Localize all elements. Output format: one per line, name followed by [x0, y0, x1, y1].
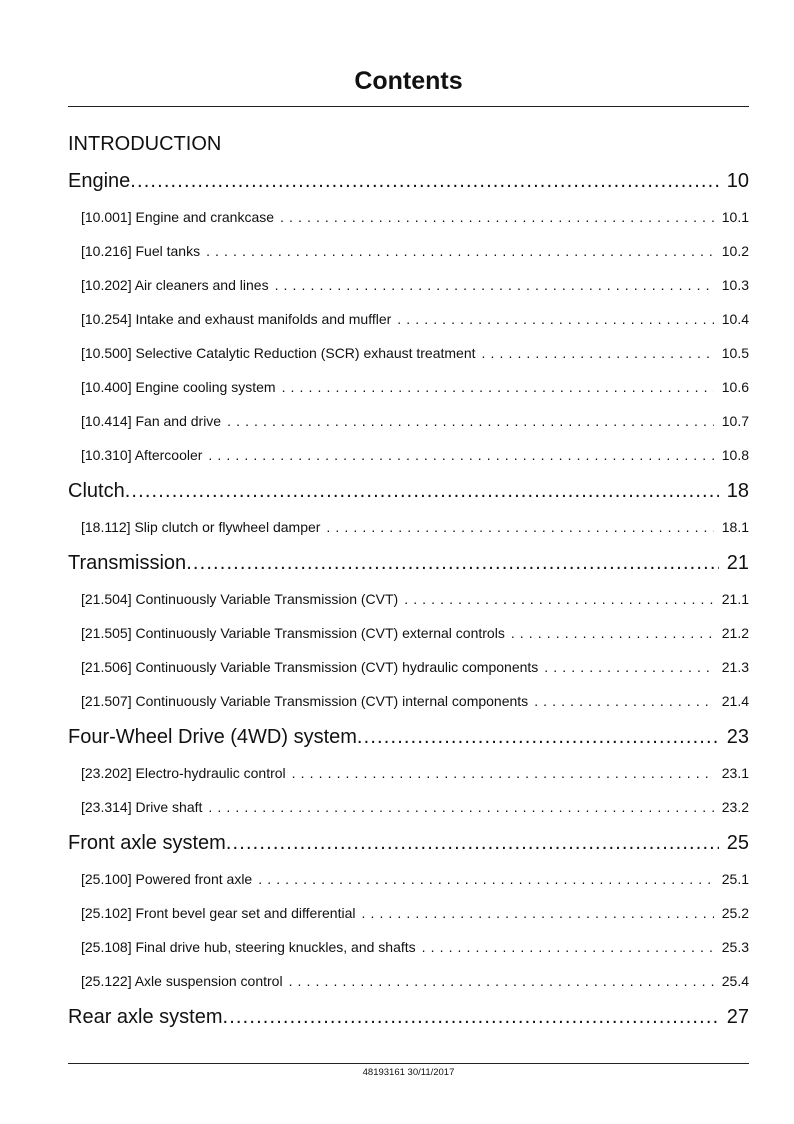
toc-section-label: [21.506] Continuously Variable Transmission (CVT) hydraulic components — [81, 659, 539, 675]
dot-leader — [397, 302, 713, 336]
dot-leader — [357, 718, 719, 756]
intro-heading: INTRODUCTION — [68, 133, 222, 155]
toc-chapter[interactable] — [68, 472, 749, 510]
toc-section-label: [10.500] Selective Catalytic Reduction (SCR) exhaust treatment — [81, 345, 476, 361]
toc-section-page-number: 10.1 — [721, 209, 749, 225]
toc-section-page-number: 25.1 — [721, 871, 749, 887]
table-of-contents — [68, 162, 749, 1036]
dot-leader — [206, 234, 714, 268]
dot-leader — [275, 268, 714, 302]
toc-section-page-number: 10.5 — [721, 345, 749, 361]
toc-section-label: [10.202] Air cleaners and lines — [81, 277, 269, 293]
toc-section-label: [10.001] Engine and crankcase — [81, 209, 275, 225]
footer-divider — [68, 1063, 749, 1064]
toc-chapter-page-number: 10 — [726, 170, 749, 192]
toc-section[interactable] — [81, 200, 749, 234]
dot-leader — [534, 684, 714, 718]
toc-section-page-number: 10.8 — [721, 447, 749, 463]
toc-section-page-number: 21.4 — [721, 693, 749, 709]
toc-chapter[interactable] — [68, 998, 749, 1036]
toc-section-label: [10.310] Aftercooler — [81, 447, 203, 463]
toc-section-page-number: 10.4 — [721, 311, 749, 327]
toc-section-page-number: 21.1 — [721, 591, 749, 607]
toc-section[interactable] — [81, 438, 749, 472]
dot-leader — [404, 582, 714, 616]
toc-chapter-label: Engine — [68, 170, 131, 192]
dot-leader — [326, 510, 713, 544]
toc-section[interactable] — [81, 756, 749, 790]
dot-leader — [361, 896, 713, 930]
toc-chapter-page-number: 21 — [726, 552, 749, 574]
dot-leader — [511, 616, 714, 650]
toc-section[interactable] — [81, 582, 749, 616]
dot-leader — [280, 200, 714, 234]
toc-chapter[interactable] — [68, 162, 749, 200]
toc-section-page-number: 10.2 — [721, 243, 749, 259]
toc-section-label: [25.102] Front bevel gear set and differential — [81, 905, 356, 921]
toc-chapter-label: Front axle system — [68, 832, 226, 854]
toc-section[interactable] — [81, 862, 749, 896]
toc-section-page-number: 21.3 — [721, 659, 749, 675]
toc-section[interactable] — [81, 896, 749, 930]
dot-leader — [208, 438, 713, 472]
toc-section-label: [18.112] Slip clutch or flywheel damper — [81, 519, 321, 535]
title-divider — [68, 106, 749, 107]
toc-section-page-number: 18.1 — [721, 519, 749, 535]
dot-leader — [125, 472, 719, 510]
toc-chapter-label: Clutch — [68, 480, 125, 502]
dot-leader — [482, 336, 714, 370]
dot-leader — [258, 862, 714, 896]
page-title: Contents — [354, 67, 463, 95]
toc-section[interactable] — [81, 336, 749, 370]
toc-section[interactable] — [81, 964, 749, 998]
toc-section-page-number: 10.6 — [721, 379, 749, 395]
dot-leader — [422, 930, 714, 964]
dot-leader — [227, 404, 714, 438]
toc-section[interactable] — [81, 684, 749, 718]
toc-section-page-number: 25.3 — [721, 939, 749, 955]
toc-chapter-label: Four-Wheel Drive (4WD) system — [68, 726, 357, 748]
toc-section-page-number: 25.2 — [721, 905, 749, 921]
dot-leader — [208, 790, 713, 824]
toc-section[interactable] — [81, 650, 749, 684]
dot-leader — [130, 162, 718, 200]
toc-section-page-number: 23.2 — [721, 799, 749, 815]
dot-leader — [282, 370, 714, 404]
dot-leader — [226, 824, 719, 862]
toc-section-page-number: 23.1 — [721, 765, 749, 781]
toc-section-page-number: 25.4 — [721, 973, 749, 989]
toc-section[interactable] — [81, 616, 749, 650]
toc-chapter-page-number: 27 — [726, 1006, 749, 1028]
toc-section-label: [25.122] Axle suspension control — [81, 973, 283, 989]
toc-section[interactable] — [81, 302, 749, 336]
toc-section-label: [10.216] Fuel tanks — [81, 243, 201, 259]
toc-section-label: [23.202] Electro-hydraulic control — [81, 765, 286, 781]
toc-section-label: [25.108] Final drive hub, steering knuckles, and shafts — [81, 939, 416, 955]
toc-section-label: [23.314] Drive shaft — [81, 799, 203, 815]
toc-section[interactable] — [81, 370, 749, 404]
dot-leader — [292, 756, 714, 790]
toc-chapter-label: Rear axle system — [68, 1006, 223, 1028]
toc-chapter[interactable] — [68, 824, 749, 862]
dot-leader — [289, 964, 714, 998]
toc-chapter[interactable] — [68, 544, 749, 582]
footer-text: 48193161 30/11/2017 — [362, 1067, 455, 1078]
toc-chapter-label: Transmission — [68, 552, 187, 574]
toc-chapter[interactable] — [68, 718, 749, 756]
toc-section-page-number: 21.2 — [721, 625, 749, 641]
toc-section-label: [25.100] Powered front axle — [81, 871, 253, 887]
toc-section[interactable] — [81, 234, 749, 268]
toc-section[interactable] — [81, 510, 749, 544]
toc-section-page-number: 10.3 — [721, 277, 749, 293]
dot-leader — [223, 998, 719, 1036]
dot-leader — [186, 544, 719, 582]
toc-section[interactable] — [81, 930, 749, 964]
toc-chapter-page-number: 18 — [726, 480, 749, 502]
toc-section-label: [10.414] Fan and drive — [81, 413, 222, 429]
toc-chapter-page-number: 23 — [726, 726, 749, 748]
toc-section-label: [21.504] Continuously Variable Transmission (CVT) — [81, 591, 399, 607]
toc-section[interactable] — [81, 268, 749, 302]
toc-section[interactable] — [81, 404, 749, 438]
toc-section[interactable] — [81, 790, 749, 824]
toc-section-label: [21.507] Continuously Variable Transmission (CVT) internal components — [81, 693, 529, 709]
dot-leader — [544, 650, 713, 684]
toc-section-label: [10.254] Intake and exhaust manifolds and muffler — [81, 311, 392, 327]
toc-section-label: [10.400] Engine cooling system — [81, 379, 276, 395]
toc-chapter-page-number: 25 — [726, 832, 749, 854]
toc-section-page-number: 10.7 — [721, 413, 749, 429]
toc-section-label: [21.505] Continuously Variable Transmission (CVT) external controls — [81, 625, 505, 641]
